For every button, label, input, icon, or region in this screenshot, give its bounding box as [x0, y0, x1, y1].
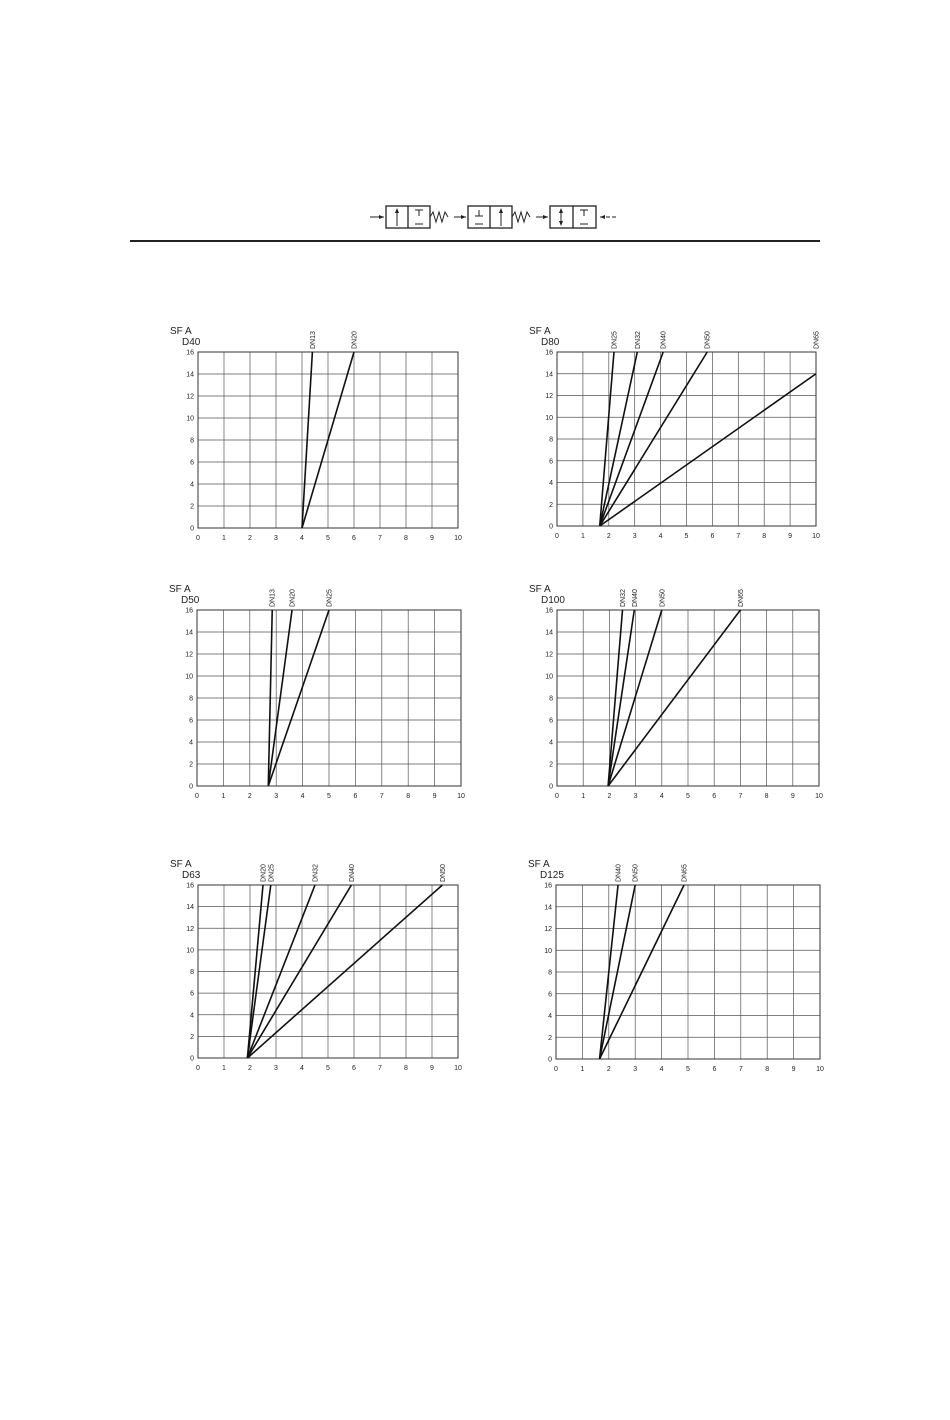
x-tick-label: 4	[300, 793, 305, 800]
x-tick-label: 10	[457, 793, 465, 800]
y-tick-label: 10	[545, 414, 553, 422]
y-tick-label: 12	[186, 925, 194, 933]
x-tick-label: 0	[196, 1065, 200, 1072]
series-label-dn20: DN20	[260, 864, 268, 882]
x-tick-label: 10	[454, 1065, 462, 1072]
series-line-dn65	[600, 374, 816, 526]
x-tick-label: 1	[222, 535, 226, 542]
series-label-dn40: DN40	[615, 864, 623, 882]
plot-area	[169, 584, 465, 800]
y-tick-label: 14	[545, 371, 553, 379]
series-label-dn50: DN50	[704, 331, 712, 349]
y-tick-label: 16	[545, 607, 553, 615]
series-label-dn40: DN40	[631, 589, 639, 607]
y-tick-label: 0	[548, 1056, 552, 1064]
plot-area	[529, 584, 823, 800]
x-tick-label: 8	[406, 793, 411, 800]
chart-title: D80	[541, 337, 560, 348]
x-tick-label: 0	[195, 793, 199, 800]
y-tick-label: 8	[549, 436, 553, 444]
y-tick-label: 10	[544, 947, 552, 955]
chart-d63	[168, 855, 470, 1078]
y-tick-label: 6	[190, 459, 194, 467]
y-tick-label: 14	[545, 629, 553, 637]
y-axis-label: SF A	[170, 859, 192, 870]
y-tick-label: 10	[545, 673, 553, 681]
x-tick-label: 2	[606, 1066, 611, 1073]
y-tick-label: 8	[548, 969, 552, 977]
y-tick-label: 4	[190, 1012, 194, 1020]
y-tick-label: 4	[549, 480, 553, 487]
x-tick-label: 0	[555, 793, 559, 800]
x-tick-label: 8	[764, 793, 769, 800]
valve-symbol-normally-open	[370, 206, 448, 228]
x-tick-label: 4	[659, 793, 664, 800]
x-tick-label: 1	[222, 1065, 226, 1072]
x-tick-label: 3	[632, 533, 637, 540]
y-tick-label: 6	[190, 990, 194, 998]
y-tick-label: 14	[544, 904, 552, 912]
x-tick-label: 1	[580, 533, 585, 540]
y-tick-label: 6	[548, 991, 552, 999]
x-tick-label: 0	[554, 1066, 558, 1073]
x-tick-label: 1	[581, 793, 586, 800]
y-axis-label: SF A	[529, 584, 551, 595]
series-label-dn20: DN20	[351, 331, 359, 349]
series-label-dn25: DN25	[326, 589, 334, 607]
series-label-dn13: DN13	[309, 331, 317, 349]
plot-area	[170, 859, 462, 1072]
y-tick-label: 4	[548, 1013, 552, 1020]
x-tick-label: 7	[378, 535, 382, 542]
chart-title: D40	[182, 337, 201, 348]
x-tick-label: 10	[812, 533, 820, 540]
x-tick-label: 3	[274, 793, 279, 800]
y-tick-label: 16	[545, 349, 553, 357]
y-tick-label: 14	[186, 371, 194, 379]
x-tick-label: 5	[326, 535, 330, 542]
valve-symbol-double-acting	[536, 206, 618, 228]
plot-area	[528, 859, 824, 1073]
y-tick-label: 0	[549, 783, 553, 791]
x-tick-label: 7	[378, 1065, 382, 1072]
series-label-dn40: DN40	[660, 331, 668, 349]
y-tick-label: 0	[549, 523, 553, 531]
chart-d50	[167, 580, 473, 806]
y-tick-label: 16	[186, 882, 194, 890]
x-tick-label: 4	[658, 533, 663, 540]
y-tick-label: 2	[190, 503, 194, 511]
x-tick-label: 9	[791, 1066, 796, 1073]
x-tick-label: 6	[352, 1065, 356, 1072]
y-tick-label: 10	[186, 415, 194, 423]
y-tick-label: 4	[189, 739, 193, 747]
x-tick-label: 1	[221, 793, 226, 800]
y-tick-label: 12	[185, 651, 193, 659]
y-tick-label: 14	[186, 904, 194, 912]
chart-d40	[168, 322, 470, 548]
chart-d100	[527, 580, 831, 806]
x-tick-label: 0	[196, 535, 200, 542]
chart-title: D100	[541, 595, 565, 606]
y-tick-label: 2	[190, 1033, 194, 1041]
y-tick-label: 2	[189, 761, 193, 769]
x-tick-label: 2	[248, 1065, 252, 1072]
x-tick-label: 4	[300, 535, 304, 542]
x-tick-label: 8	[762, 533, 767, 540]
x-tick-label: 3	[274, 535, 278, 542]
y-tick-label: 4	[190, 481, 194, 489]
x-tick-label: 9	[790, 793, 795, 800]
chart-d125	[526, 855, 832, 1079]
x-tick-label: 3	[633, 1066, 638, 1073]
plot-area	[529, 326, 821, 540]
x-tick-label: 2	[606, 533, 611, 540]
y-tick-label: 8	[189, 695, 193, 703]
series-label-dn40: DN40	[348, 864, 356, 882]
x-tick-label: 6	[353, 793, 358, 800]
y-tick-label: 12	[544, 926, 552, 933]
chart-title: D125	[540, 870, 564, 881]
x-tick-label: 8	[404, 1065, 408, 1072]
series-label-dn65: DN65	[813, 331, 821, 349]
series-label-dn32: DN32	[312, 864, 320, 882]
series-label-dn32: DN32	[634, 331, 642, 349]
plot-area	[170, 326, 462, 542]
y-tick-label: 2	[549, 761, 553, 769]
x-tick-label: 7	[738, 1066, 743, 1073]
x-tick-label: 6	[710, 533, 715, 540]
valve-symbol-normally-closed	[454, 206, 530, 228]
y-tick-label: 14	[185, 629, 193, 637]
x-tick-label: 2	[248, 535, 252, 542]
x-tick-label: 5	[686, 1066, 690, 1073]
chart-title: D63	[182, 870, 201, 881]
y-axis-label: SF A	[170, 326, 192, 337]
y-tick-label: 6	[549, 458, 553, 466]
y-tick-label: 0	[189, 783, 193, 791]
series-label-dn50: DN50	[632, 864, 640, 882]
x-tick-label: 10	[815, 793, 823, 800]
x-tick-label: 10	[454, 535, 462, 542]
x-tick-label: 5	[327, 793, 331, 800]
y-tick-label: 4	[549, 739, 553, 747]
y-tick-label: 8	[190, 969, 194, 976]
x-tick-label: 7	[379, 793, 384, 800]
y-tick-label: 6	[189, 717, 193, 725]
x-tick-label: 9	[788, 533, 793, 540]
x-tick-label: 5	[686, 793, 690, 800]
series-label-dn32: DN32	[620, 589, 627, 607]
x-tick-label: 4	[659, 1066, 664, 1073]
x-tick-label: 2	[247, 793, 252, 800]
chart-d80	[527, 322, 828, 546]
y-axis-label: SF A	[529, 326, 551, 337]
x-tick-label: 1	[580, 1066, 585, 1073]
y-tick-label: 16	[186, 349, 194, 357]
x-tick-label: 8	[404, 535, 408, 542]
x-tick-label: 10	[816, 1066, 824, 1073]
x-tick-label: 8	[765, 1066, 770, 1073]
y-tick-label: 12	[545, 651, 553, 659]
y-tick-label: 12	[545, 393, 553, 400]
header-rule	[130, 240, 820, 242]
x-tick-label: 9	[432, 793, 437, 800]
series-label-dn20: DN20	[289, 589, 297, 607]
y-tick-label: 0	[190, 525, 194, 533]
series-label-dn25: DN25	[611, 331, 619, 349]
x-tick-label: 6	[712, 793, 717, 800]
y-axis-label: SF A	[528, 859, 550, 870]
x-tick-label: 3	[633, 793, 638, 800]
x-tick-label: 6	[352, 535, 356, 542]
x-tick-label: 2	[607, 793, 612, 800]
y-tick-label: 12	[186, 393, 194, 401]
y-tick-label: 8	[549, 695, 553, 703]
x-tick-label: 0	[555, 533, 559, 540]
y-tick-label: 2	[548, 1034, 552, 1042]
y-tick-label: 16	[544, 882, 552, 890]
x-tick-label: 6	[712, 1066, 717, 1073]
y-tick-label: 6	[549, 717, 553, 725]
x-tick-label: 4	[300, 1065, 304, 1072]
y-tick-label: 2	[549, 501, 553, 509]
x-tick-label: 9	[430, 1065, 434, 1072]
series-label-dn65: DN65	[737, 589, 745, 607]
y-tick-label: 10	[185, 673, 193, 681]
series-label-dn13: DN13	[269, 589, 277, 607]
y-tick-label: 0	[190, 1055, 194, 1063]
x-tick-label: 7	[736, 533, 741, 540]
valve-symbols	[370, 200, 630, 234]
x-tick-label: 3	[274, 1065, 278, 1072]
x-tick-label: 7	[738, 793, 743, 800]
x-tick-label: 9	[430, 535, 434, 542]
series-label-dn50: DN50	[439, 864, 447, 882]
chart-title: D50	[181, 595, 200, 606]
x-tick-label: 5	[684, 533, 689, 540]
x-tick-label: 5	[326, 1065, 330, 1072]
y-tick-label: 16	[185, 607, 193, 615]
series-label-dn65: DN65	[681, 864, 689, 882]
y-axis-label: SF A	[169, 584, 191, 595]
y-tick-label: 10	[186, 947, 194, 955]
y-tick-label: 8	[190, 437, 194, 445]
series-label-dn25: DN25	[268, 864, 276, 882]
series-label-dn50: DN50	[659, 589, 667, 607]
